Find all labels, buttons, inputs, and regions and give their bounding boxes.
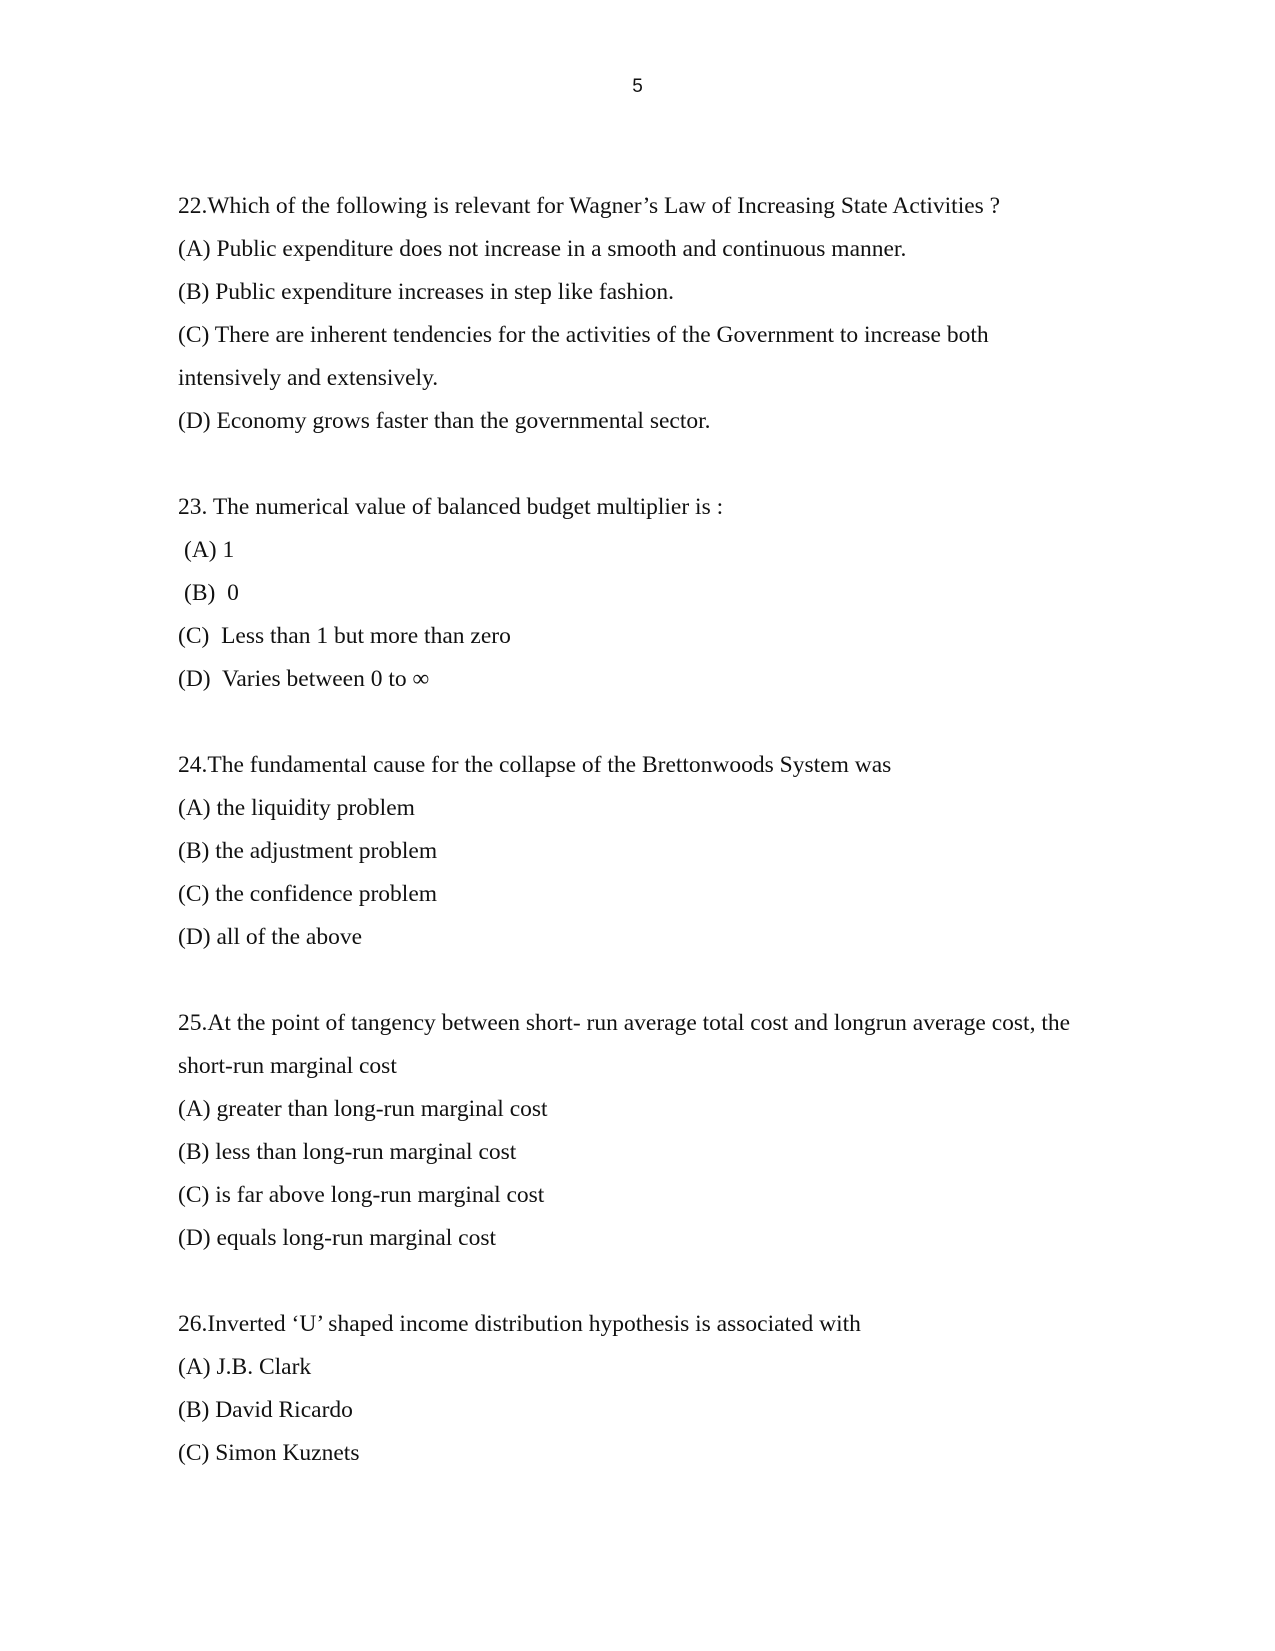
question-text: 23. The numerical value of balanced budget multiplier is : [178,494,724,520]
question-25 [178,1002,1118,1260]
option-a: (A) the liquidity problem [178,795,415,821]
option-c: (C) the confidence problem [178,881,438,907]
option-b: (B) 0 [184,580,239,606]
option-d: (D) equals long-run marginal cost [178,1225,497,1251]
question-text: 24.The fundamental cause for the collapse of the Brettonwoods System was [178,752,892,778]
question-list [178,185,1118,1518]
option-c: (C) There are inherent tendencies for the activities of the Government to increase both intensively and extensively. [178,322,995,391]
option-d: (D) Economy grows faster than the governmental sector. [178,408,711,434]
option-c: (C) Less than 1 but more than zero [178,623,511,649]
question-24 [178,744,1118,959]
option-c: (C) is far above long-run marginal cost [178,1182,545,1208]
option-d: (D) all of the above [178,924,363,950]
question-text: 26.Inverted ‘U’ shaped income distribution hypothesis is associated with [178,1311,861,1337]
option-b: (B) Public expenditure increases in step like fashion. [178,279,674,305]
option-a: (A) J.B. Clark [178,1354,312,1380]
option-a: (A) greater than long-run marginal cost [178,1096,548,1122]
option-d: (D) Varies between 0 to ∞ [178,666,430,692]
option-b: (B) less than long-run marginal cost [178,1139,517,1165]
option-b: (B) the adjustment problem [178,838,438,864]
question-text: 25.At the point of tangency between short- run average total cost and longrun average cost, the short-run marginal cost [178,1010,1076,1079]
question-23 [178,486,1118,701]
question-22 [178,185,1118,443]
page-number: 5 [632,76,643,97]
option-a: (A) Public expenditure does not increase in a smooth and continuous manner. [178,236,907,262]
question-26 [178,1303,1118,1475]
option-c: (C) Simon Kuznets [178,1440,360,1466]
question-text: 22.Which of the following is relevant for Wagner’s Law of Increasing State Activities ? [178,193,1001,219]
option-a: (A) 1 [184,537,235,563]
option-b: (B) David Ricardo [178,1397,353,1423]
